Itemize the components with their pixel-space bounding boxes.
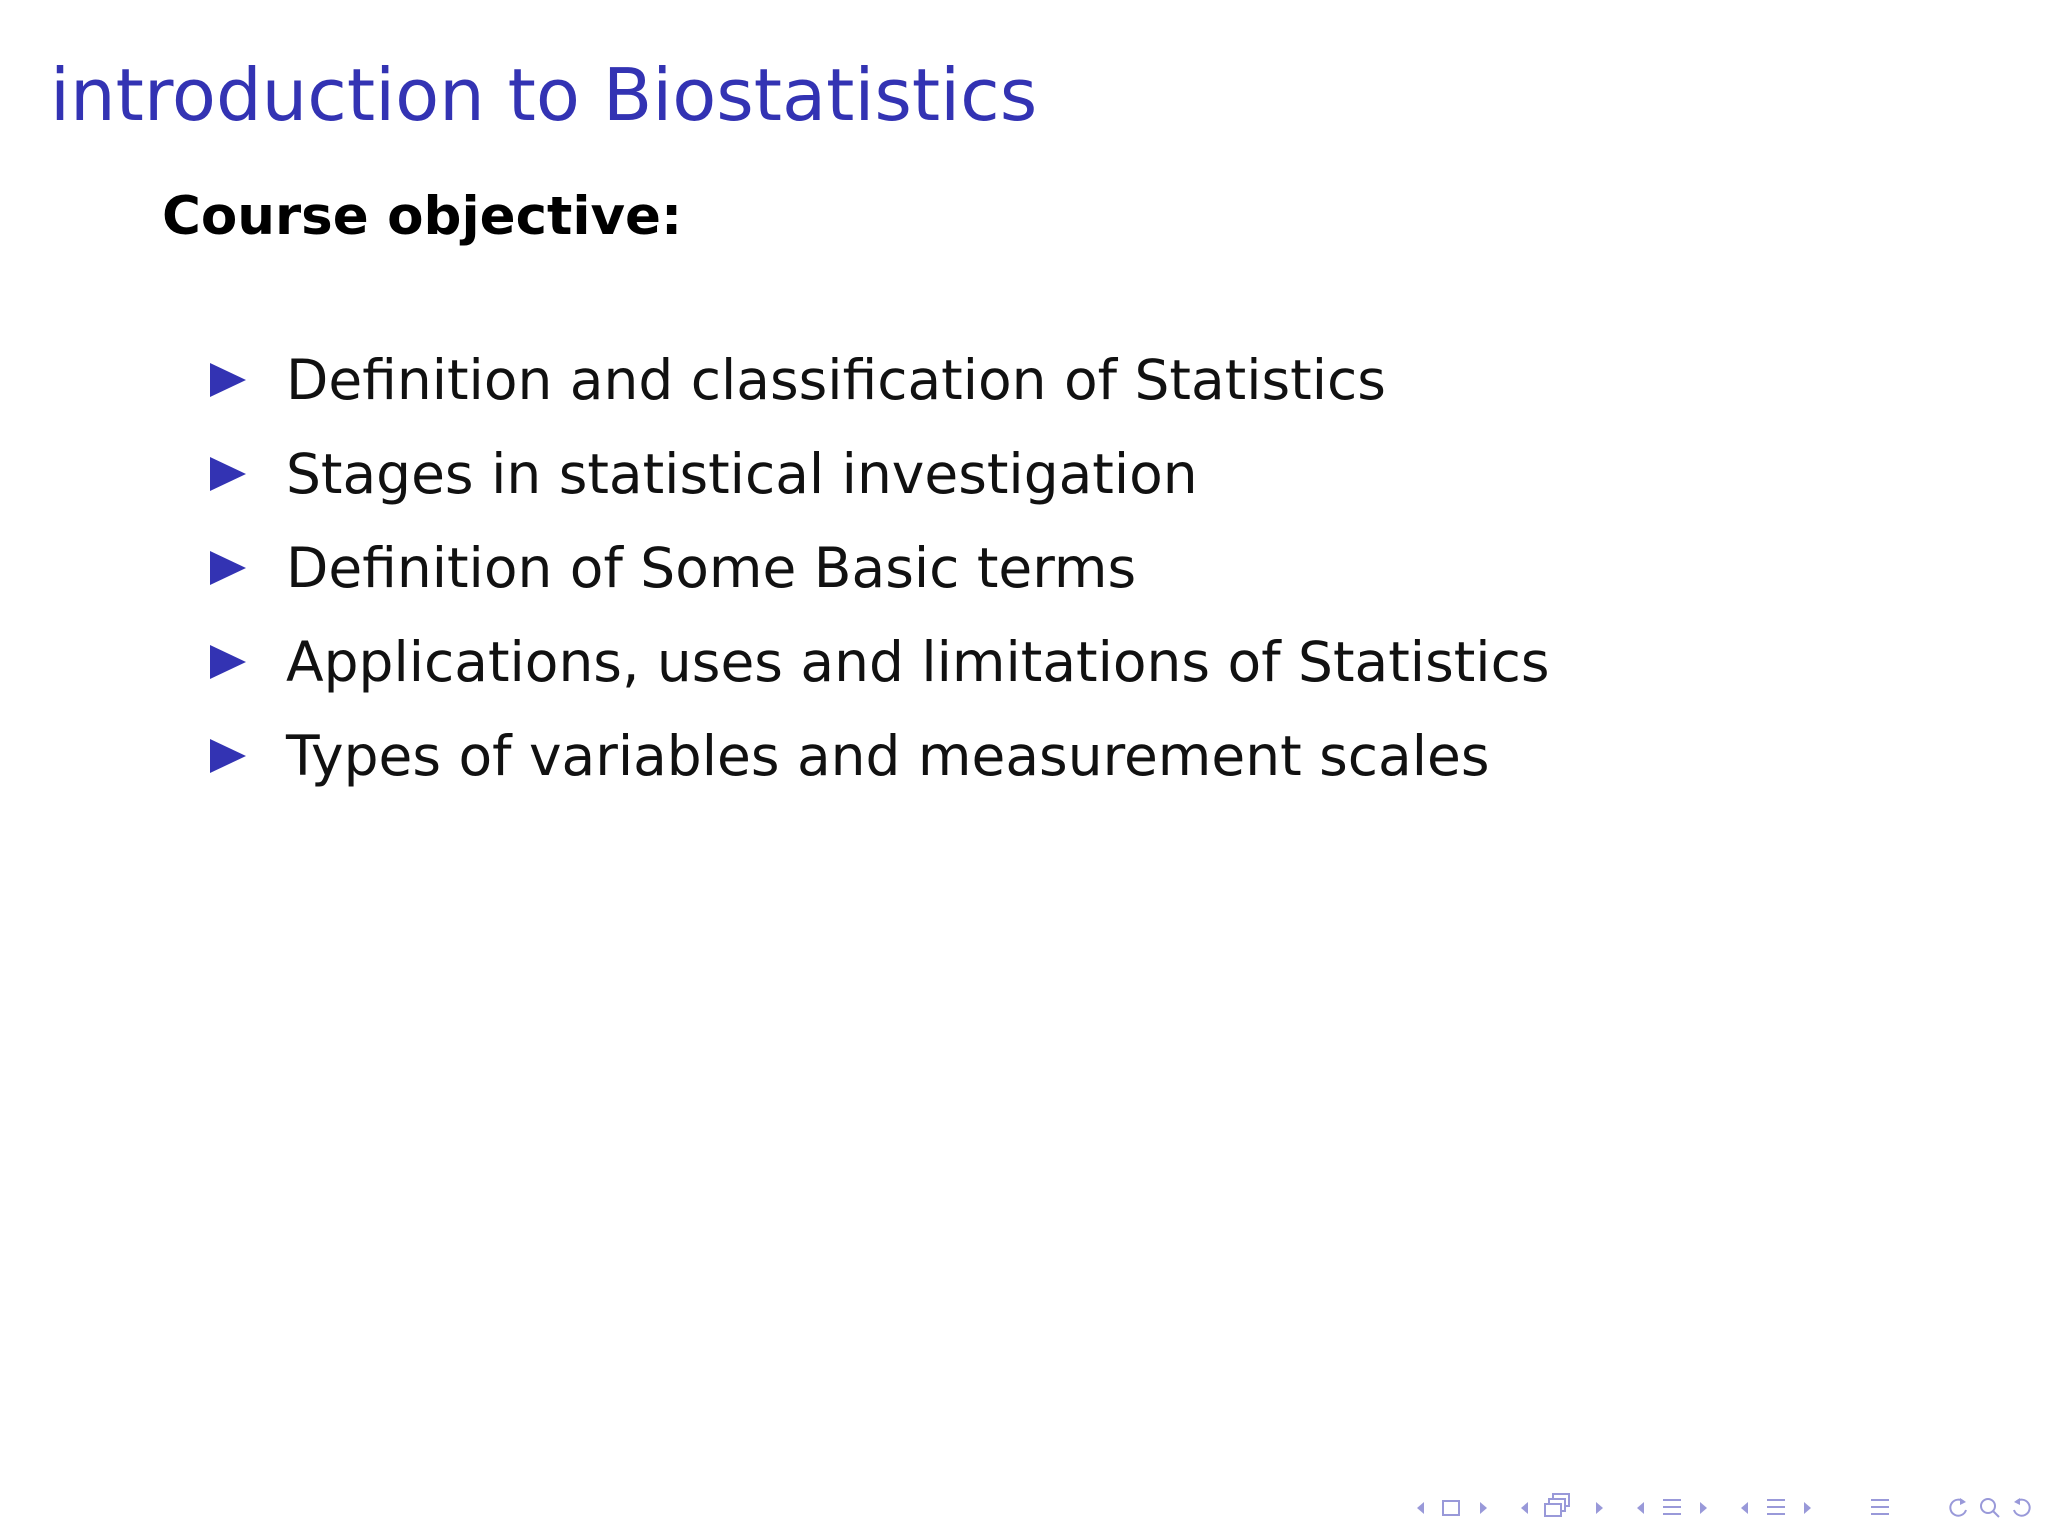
appendix-nav-button[interactable] <box>1868 1490 1892 1526</box>
objective-list <box>208 333 1549 803</box>
document-nav-button[interactable] <box>1734 1490 1818 1526</box>
triangle-bullet-icon <box>208 548 248 588</box>
list-item-text: Definition and classification of Statistics <box>286 348 1386 412</box>
frame-nav-button[interactable] <box>1410 1490 1494 1526</box>
triangle-bullet-icon <box>208 454 248 494</box>
section-heading: Course objective: <box>162 186 683 247</box>
list-item <box>208 709 1549 803</box>
list-item <box>208 427 1549 521</box>
search-nav-button[interactable] <box>1942 1490 2038 1526</box>
list-item <box>208 615 1549 709</box>
triangle-bullet-icon <box>208 642 248 682</box>
list-item-text: Definition of Some Basic terms <box>286 536 1137 600</box>
navigation-bar <box>1390 1488 2038 1528</box>
slide-title: introduction to Biostatistics <box>50 53 1038 137</box>
list-item-text: Stages in statistical investigation <box>286 442 1198 506</box>
list-item-text: Applications, uses and limitations of Statistics <box>286 630 1550 694</box>
subsection-nav-button[interactable] <box>1514 1490 1610 1526</box>
list-item <box>208 333 1549 427</box>
section-nav-button[interactable] <box>1630 1490 1714 1526</box>
triangle-bullet-icon <box>208 360 248 400</box>
triangle-bullet-icon <box>208 736 248 776</box>
list-item-text: Types of variables and measurement scales <box>286 724 1490 788</box>
list-item <box>208 521 1549 615</box>
